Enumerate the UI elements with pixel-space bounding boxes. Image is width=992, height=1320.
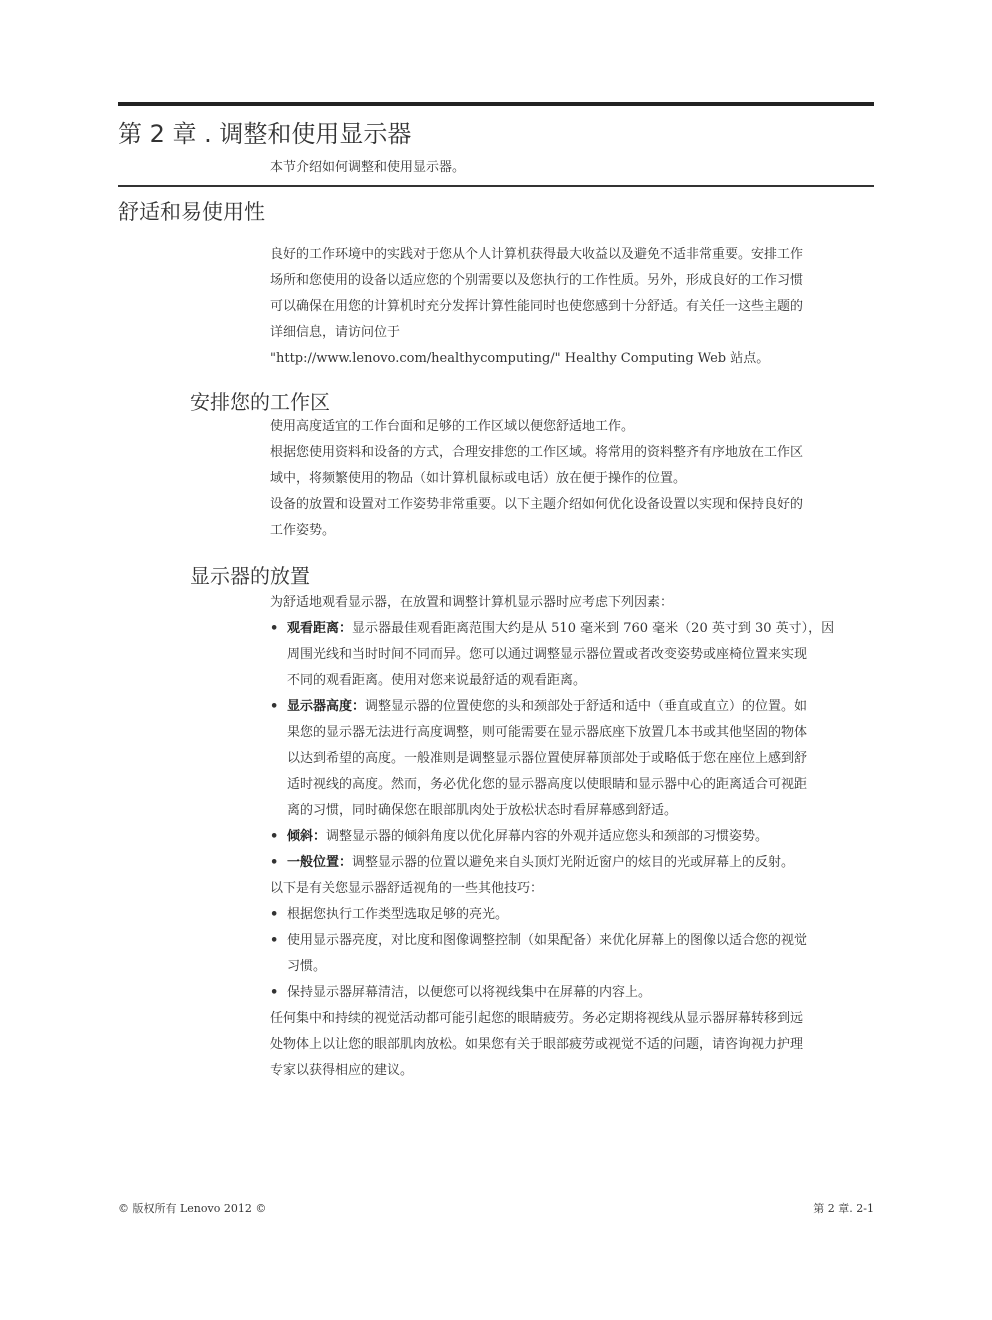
list-item [270, 616, 876, 694]
factor-text: 离的习惯，同时确保您在眼部肌肉处于放松状态时看屏幕感到舒适。 [287, 803, 678, 818]
text-line: 详细信息，请访问位于 [270, 325, 401, 340]
list-item [270, 902, 876, 928]
list-item [270, 980, 876, 1006]
chapter-intro: 本节介绍如何调整和使用显示器。 [270, 160, 466, 175]
text-line: 域中，将频繁使用的物品（如计算机鼠标或电话）放在便于操作的位置。 [270, 471, 687, 486]
bullet-icon: • [270, 855, 279, 870]
text-line: 良好的工作环境中的实践对于您从个人计算机获得最大收益以及避免不适非常重要。安排工作 [270, 247, 804, 262]
bullet-icon: • [270, 933, 279, 948]
workspace-paragraph [270, 414, 870, 544]
factor-text: 调整显示器的位置以避免来自头顶灯光附近窗户的炫目的光或屏幕上的反射。 [352, 855, 795, 870]
bullet-icon: • [270, 907, 279, 922]
list-item [270, 850, 876, 876]
factor-text: 调整显示器的倾斜角度以优化屏幕内容的外观并适应您头和颈部的习惯姿势。 [326, 829, 769, 844]
chapter-title: 第 2 章 . 调整和使用显示器 [118, 120, 412, 148]
bullet-icon: • [270, 829, 279, 844]
factor-text: 显示器最佳观看距离范围大约是从 510 毫米到 760 毫米（20 英寸到 30 英寸），因 [352, 621, 835, 636]
footer-page-number: 第 2 章. 2-1 [813, 1202, 874, 1215]
factor-text: 以达到希望的高度。一般准则是调整显示器位置使屏幕顶部处于或略低于您在座位上感到舒 [287, 751, 808, 766]
bullet-icon: • [270, 699, 279, 714]
tip-text: 使用显示器亮度，对比度和图像调整控制（如果配备）来优化屏幕上的图像以适合您的视觉 [287, 933, 808, 948]
section-heading-comfort: 舒适和易使用性 [118, 200, 265, 224]
tips-list [270, 902, 876, 1006]
list-item [270, 824, 876, 850]
text-line: 为舒适地观看显示器，在放置和调整计算机显示器时应考虑下列因素： [270, 595, 674, 610]
text-line: 可以确保在用您的计算机时充分发挥计算性能同时也使您感到十分舒适。有关任一这些主题的 [270, 299, 804, 314]
monitor-factors-list [270, 616, 876, 876]
section-heading-workspace: 安排您的工作区 [190, 390, 330, 414]
text-line: 场所和您使用的设备以适应您的个别需要以及您执行的工作性质。另外，形成良好的工作习惯 [270, 273, 804, 288]
factor-text: 周围光线和当时时间不同而异。您可以通过调整显示器位置或者改变姿势或座椅位置来实现 [287, 647, 808, 662]
factor-text: 适时视线的高度。然而，务必优化您的显示器高度以使眼睛和显示器中心的距离适合可视距 [287, 777, 808, 792]
tips-intro [270, 876, 870, 902]
monitor-intro [270, 590, 870, 616]
bullet-icon: • [270, 985, 279, 1000]
text-line: 专家以获得相应的建议。 [270, 1063, 414, 1078]
factor-term: 倾斜： [287, 829, 327, 844]
list-item [270, 928, 876, 980]
factor-text: 果您的显示器无法进行高度调整，则可能需要在显示器底座下放置几本书或其他坚固的物体 [287, 725, 808, 740]
comfort-paragraph [270, 242, 870, 372]
list-item [270, 694, 876, 824]
tip-text: 习惯。 [287, 959, 327, 974]
text-line: 任何集中和持续的视觉活动都可能引起您的眼睛疲劳。务必定期将视线从显示器屏幕转移到远 [270, 1011, 804, 1026]
footer-copyright: © 版权所有 Lenovo 2012 © [118, 1202, 267, 1215]
factor-term: 一般位置： [287, 855, 353, 870]
tip-text: 根据您执行工作类型选取足够的亮光。 [287, 907, 509, 922]
text-line: 处物体上以让您的眼部肌肉放松。如果您有关于眼部疲劳或视觉不适的问题，请咨询视力护理 [270, 1037, 804, 1052]
chapter-top-rule [118, 102, 874, 106]
text-line: 根据您使用资料和设备的方式，合理安排您的工作区域。将常用的资料整齐有序地放在工作区 [270, 445, 804, 460]
factor-term: 显示器高度： [287, 699, 366, 714]
closing-paragraph [270, 1006, 870, 1084]
factor-text: 不同的观看距离。使用对您来说最舒适的观看距离。 [287, 673, 587, 688]
factor-term: 观看距离： [287, 621, 353, 636]
chapter-divider [118, 185, 874, 187]
tip-text: 保持显示器屏幕清洁，以便您可以将视线集中在屏幕的内容上。 [287, 985, 652, 1000]
text-line: 工作姿势。 [270, 523, 336, 538]
text-line: 使用高度适宜的工作台面和足够的工作区域以便您舒适地工作。 [270, 419, 635, 434]
section-heading-monitor: 显示器的放置 [190, 564, 310, 588]
healthy-computing-link-line: "http://www.lenovo.com/healthycomputing/" Healthy Computing Web 站点。 [270, 351, 770, 366]
bullet-icon: • [270, 621, 279, 636]
text-line: 以下是有关您显示器舒适视角的一些其他技巧： [270, 881, 544, 896]
text-line: 设备的放置和设置对工作姿势非常重要。以下主题介绍如何优化设备设置以实现和保持良好的 [270, 497, 804, 512]
factor-text: 调整显示器的位置使您的头和颈部处于舒适和适中（垂直或直立）的位置。如 [365, 699, 808, 714]
